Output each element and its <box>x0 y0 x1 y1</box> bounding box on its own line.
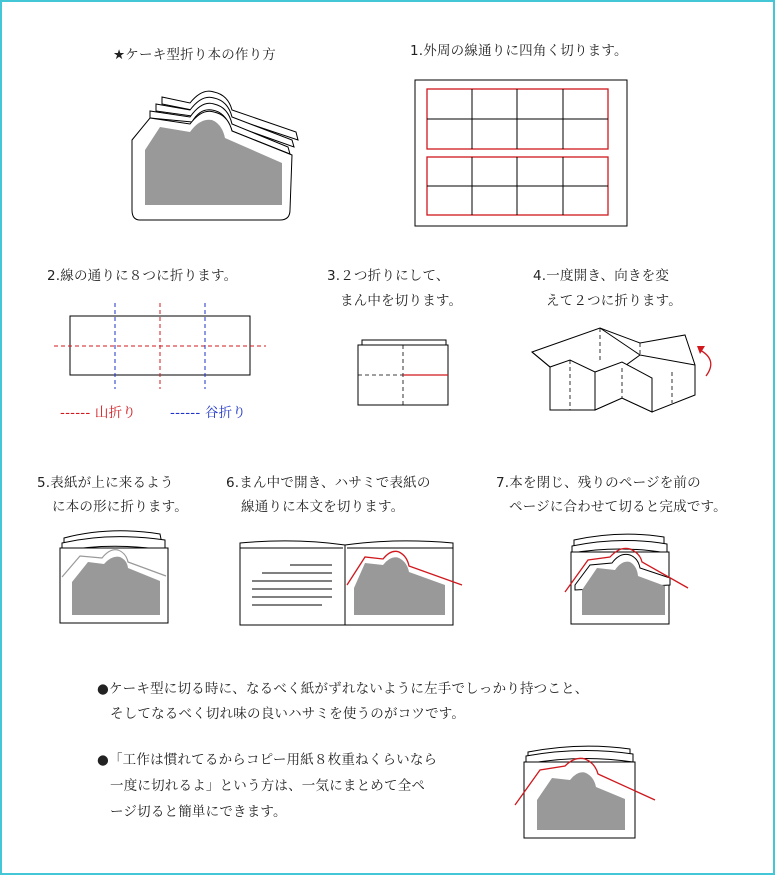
step4-fold-illustration <box>532 328 711 412</box>
finished-cake-book-illustration <box>132 91 298 220</box>
page-title: ★ケーキ型折り本の作り方 <box>113 47 277 63</box>
tip1-text-line2: そしてなるべく切れ味の良いハサミを使うのがコツです。 <box>110 706 466 722</box>
step6-text-line1: 6.まん中で開き、ハサミで表紙の <box>226 475 431 491</box>
step5-text-line1: 5.表紙が上に来るよう <box>37 475 174 491</box>
legend-mountain-fold: ------ 山折り <box>60 405 137 421</box>
tip2-text-line1: ●「工作は慣れてるからコピー用紙８枚重ねくらいなら <box>97 752 438 768</box>
step3-text-line2: まん中を切ります。 <box>340 293 463 309</box>
step4-text-line2: えて２つに折ります。 <box>546 293 682 309</box>
step5-text-line2: に本の形に折ります。 <box>52 499 188 515</box>
step6-text-line2: 線通りに本文を切ります。 <box>241 499 405 515</box>
step6-open-book-illustration <box>240 541 462 625</box>
step3-text-line1: 3.２つ折りにして、 <box>327 268 450 284</box>
tip1-text-line1: ●ケーキ型に切る時に、なるべく紙がずれないように左手でしっかり持つこと、 <box>97 681 589 697</box>
step1-text: 1.外周の線通りに四角く切ります。 <box>410 43 628 59</box>
step2-fold-illustration <box>54 303 266 389</box>
step7-text-line2: ページに合わせて切ると完成です。 <box>509 499 727 515</box>
step4-text-line1: 4.一度開き、向きを変 <box>533 268 670 284</box>
step7-book-illustration <box>565 534 688 624</box>
step1-sheet-illustration <box>415 80 627 226</box>
step7-text-line1: 7.本を閉じ、残りのページを前の <box>496 475 701 491</box>
legend-valley-fold: ------ 谷折り <box>170 405 247 421</box>
tip2-text-line2: 一度に切れるよ」という方は、一気にまとめて全ペ <box>110 778 426 794</box>
tip-book-illustration <box>515 746 655 838</box>
step3-fold-cut-illustration <box>358 340 448 405</box>
step2-text: 2.線の通りに８つに折ります。 <box>47 268 238 284</box>
step5-book-illustration <box>60 531 168 623</box>
tip2-text-line3: ージ切ると簡単にできます。 <box>110 804 287 820</box>
